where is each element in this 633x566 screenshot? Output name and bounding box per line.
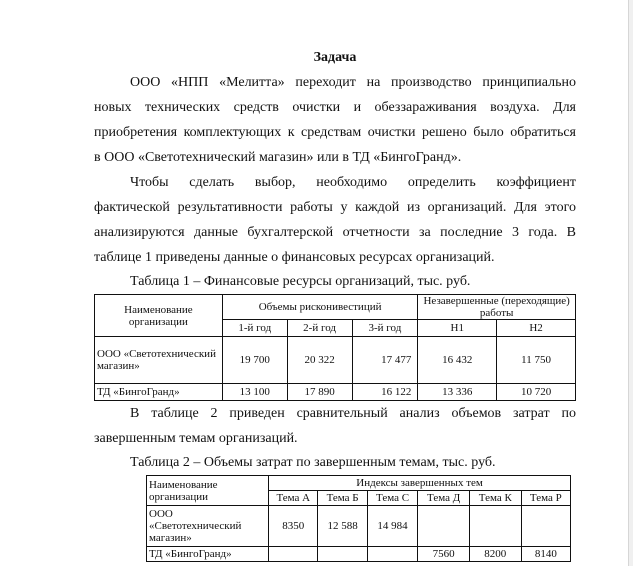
header-cell: Наименование организации — [147, 476, 269, 506]
table-cell: 11 750 — [497, 337, 576, 384]
text-line: новых технических средств очистки и обеззараживания воздуха. Для — [94, 100, 576, 115]
table-cell: 19 700 — [222, 337, 287, 384]
table-cell — [469, 506, 521, 547]
header-cell: Незавершенные (переходящие) работы — [418, 295, 576, 320]
table-header-row — [95, 295, 576, 320]
text-line: анализируются данные бухгалтерской отчетности за последние 3 года. В — [94, 225, 576, 240]
header-cell: Тема Р — [521, 491, 570, 506]
row-name-cell: ТД «БингоГранд» — [147, 547, 269, 562]
page-edge — [628, 0, 633, 566]
table-cell: 13 336 — [418, 384, 497, 401]
row-name-cell: ТД «БингоГранд» — [95, 384, 223, 401]
costs-table — [146, 475, 571, 562]
table-cell: 12 588 — [318, 506, 367, 547]
document-page — [94, 45, 576, 562]
table-row — [95, 337, 576, 384]
table-cell: 8200 — [469, 547, 521, 562]
header-cell: Тема Д — [418, 491, 470, 506]
text-line: Чтобы сделать выбор, необходимо определить коэффициент — [130, 175, 576, 190]
table2-caption: Таблица 2 – Объемы затрат по завершенным темам, тыс. руб. — [130, 455, 496, 470]
text-line: в ООО «Светотехнический магазин» или в ТД «БингоГранд». — [94, 150, 462, 165]
table-row — [147, 506, 571, 547]
table-row — [95, 384, 576, 401]
table-cell: 20 322 — [287, 337, 352, 384]
header-cell: 1-й год — [222, 320, 287, 337]
table-cell — [318, 547, 367, 562]
header-cell: Тема С — [367, 491, 418, 506]
table-header-row — [147, 476, 571, 491]
paragraph-1 — [94, 70, 576, 170]
header-cell: Н2 — [497, 320, 576, 337]
table-cell: 17 890 — [287, 384, 352, 401]
text-line: завершенным темам организаций. — [94, 431, 298, 446]
table-cell: 16 122 — [352, 384, 418, 401]
table-cell: 17 477 — [352, 337, 418, 384]
table-cell: 13 100 — [222, 384, 287, 401]
header-cell: Объемы рисконивестиций — [222, 295, 417, 320]
header-cell: Н1 — [418, 320, 497, 337]
header-cell: Тема К — [469, 491, 521, 506]
text-line: ООО «НПП «Мелитта» переходит на производство принципиально — [130, 75, 576, 90]
table-cell — [367, 547, 418, 562]
header-cell: Тема А — [269, 491, 318, 506]
table-cell: 14 984 — [367, 506, 418, 547]
table1-caption: Таблица 1 – Финансовые ресурсы организаций, тыс. руб. — [130, 274, 471, 289]
text-line: В таблице 2 приведен сравнительный анализ объемов затрат по — [130, 406, 576, 421]
doc-title: Задача — [313, 50, 357, 65]
text-line: фактической результативности работы у каждой из организаций. Для этого — [94, 200, 576, 215]
table-cell — [418, 506, 470, 547]
table-cell: 10 720 — [497, 384, 576, 401]
paragraph-2 — [94, 170, 576, 270]
row-name-cell: ООО «Светотехнический магазин» — [95, 337, 223, 384]
finance-table — [94, 294, 576, 401]
paragraph-3 — [94, 401, 576, 451]
header-cell: 3-й год — [352, 320, 418, 337]
table-cell — [521, 506, 570, 547]
table-cell: 8350 — [269, 506, 318, 547]
table-cell: 16 432 — [418, 337, 497, 384]
table-cell: 7560 — [418, 547, 470, 562]
text-line: приобретения комплектующих к средствам очистки решено было обратиться — [94, 125, 576, 140]
table-cell: 8140 — [521, 547, 570, 562]
table-cell — [269, 547, 318, 562]
header-cell: Тема Б — [318, 491, 367, 506]
table-row — [147, 547, 571, 562]
header-cell: Индексы завершенных тем — [269, 476, 571, 491]
text-line: таблице 1 приведены данные о финансовых ресурсах организаций. — [94, 250, 495, 265]
row-name-cell: ООО «Светотехнический магазин» — [147, 506, 269, 547]
header-cell: 2-й год — [287, 320, 352, 337]
header-cell: Наименование организации — [95, 295, 223, 337]
